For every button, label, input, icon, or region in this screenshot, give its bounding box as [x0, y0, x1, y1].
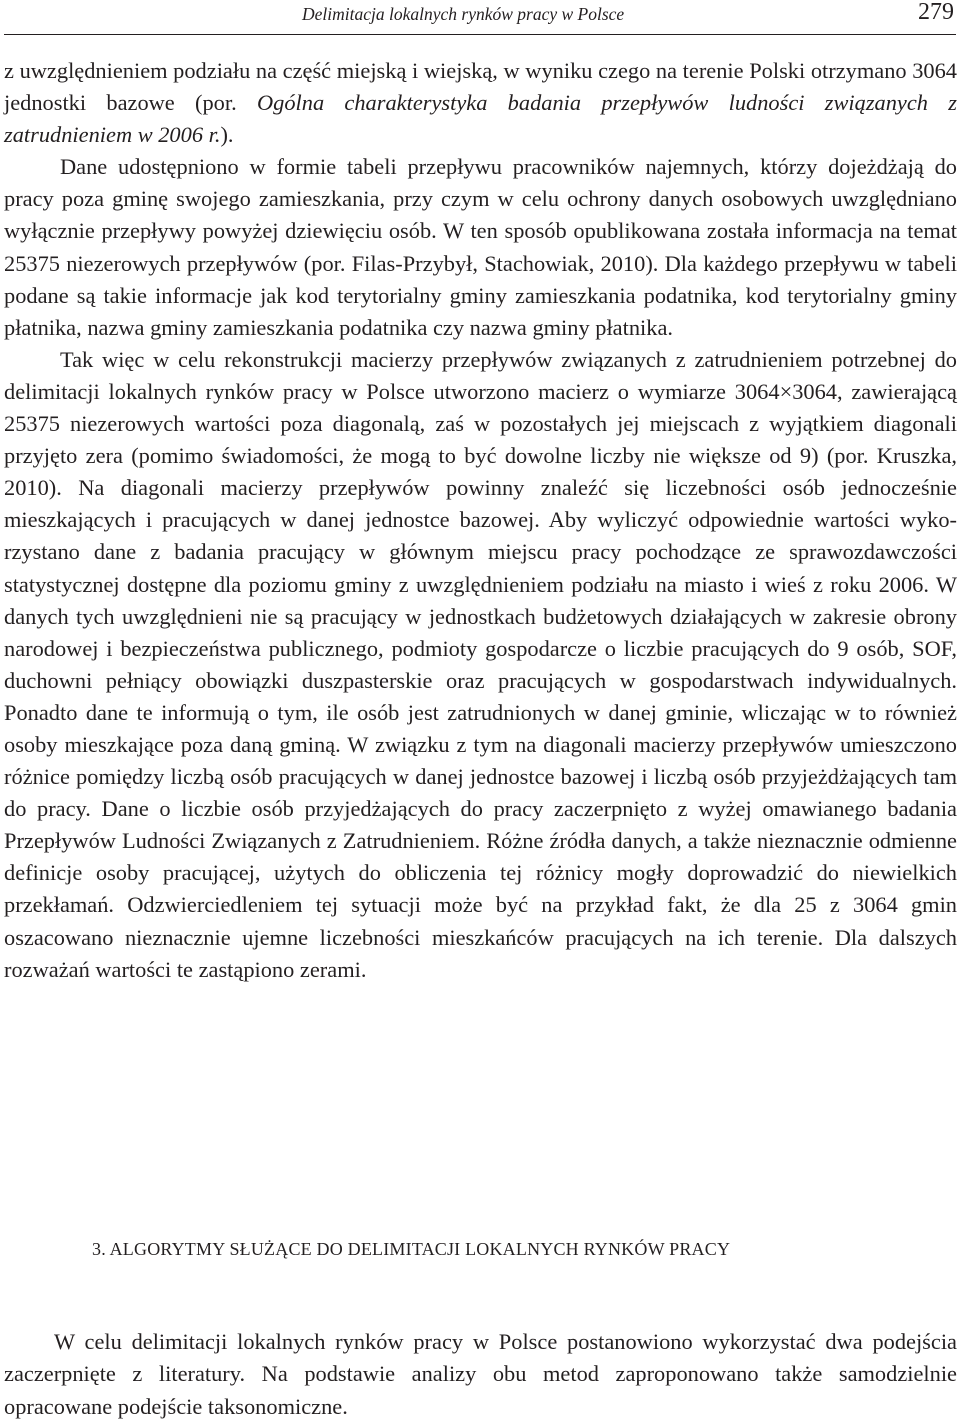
- section-heading: 3. ALGORYTMY SŁUŻĄCE DO DELIMITACJI LOKALNYCH RYNKÓW PRACY: [92, 1239, 731, 1259]
- paragraph: Dane udostępniono w formie tabeli przepływu pracowników najemnych, którzy dojeżdżają do pracy poza gminę swojego zamieszkania, przy czym w celu ochrony danych osobowych uwzględniano wyłącznie przepływy powyżej dziewięciu osób. W ten sposób opublikowana została informacja na temat 25375 niezerowych przepływów (por. Filas-Przybył, Stachowiak, 2010). Dla każdego przepływu w tabeli podane są takie informacje jak kod terytorialny gminy zamieszkania podatnika, kod terytorialny gminy płatnika, nazwa gminy zamieszkania podatnika czy nazwa gminy płatnika.: [4, 154, 957, 340]
- paragraph-text: ).: [220, 122, 234, 148]
- paragraph: W celu delimitacji lokalnych rynków pracy w Polsce postanowiono wykorzystać dwa podejścia zaczerpnięte z literatury. Na podstawie analizy obu metod zaproponowano także samodzielnie opracowane podejście taksonomiczne.: [4, 1329, 957, 1419]
- body-text: [4, 55, 957, 986]
- paragraph-continuation: [4, 55, 957, 151]
- paragraph: Tak więc w celu rekonstrukcji macierzy przepływów związanych z zatrudnieniem potrzebnej do delimitacji lokalnych rynków pracy w Polsce utworzono macierz o wymiarze 3064×3064, zawierającą 25375 niezerowych wartości poza diagonalą, zaś w pozostałych jej miejscach z wyjątkiem diagonali przyjęto zera (pomimo świadomości, że mogą to być dowolne liczby nie większe od 9) (por. Kruszka, 2010). Na diagonali macierzy przepływów powinny znaleźć się liczebności osób jednocześnie mieszkających i pracujących w danej jednostce bazowej. Aby wyliczyć odpowiednie wartości wykorzystano dane z badania pracujący w głównym miejscu pracy pochodzące ze sprawozdawczości statystycznej dostępne dla poziomu gminy z uwzględnieniem podziału na miasto i wieś z roku 2006. W danych tych uwzględnieni nie są pracujący w jednostkach budżetowych działających w zakresie obrony narodowej i bezpieczeństwa publicznego, podmioty gospodarcze o liczbie pracujących do 9 osób, SOF, duchowni pełniący obowiązki duszpasterskie oraz pracujących w gospodarstwach indywidualnych. Ponadto dane te informują o tym, ile osób jest zatrudnionych w danej gminie, wliczając w to również osoby mieszkające poza daną gminą. W związku z tym na diagonali macierzy przepływów umieszczono różnice pomiędzy liczbą osób pracujących w danej jednostce bazowej i liczbą osób przyjeżdżających tam do pracy. Dane o liczbie osób przyjedżających do pracy zaczerpnięto z wyżej omawianego badania Przepływów Ludności Związanych z Zatrudnieniem. Różne źródła danych, a także nieznacznie odmienne definicje osoby pracującej, użytych do obliczenia tej różnicy mogły doprowadzić do niewielkich przekłamań. Odzwierciedleniem tej sytuacji może być na przykład fakt, że dla 25 z 3064 gmin oszacowano nieznacznie ujemne liczebności mieszkańców pracujących na ich terenie. Dla dalszych rozważań wartości te zastąpiono zerami.: [4, 346, 957, 982]
- cited-title: Ogólna charakterystyka badania przepływów ludności związanych z zatrudnieniem w 2006 r.: [4, 90, 957, 148]
- section-body: [4, 1326, 957, 1423]
- page-header: [4, 0, 956, 35]
- running-title: Delimitacja lokalnych rynków pracy w Polsce: [302, 4, 625, 24]
- paragraph-text: z uwzględnieniem podziału na część miejską i wiejską, w wyniku czego na terenie Polski otrzymano 3064 jednostki bazowe (por.: [4, 58, 957, 116]
- page-number: 279: [918, 0, 954, 25]
